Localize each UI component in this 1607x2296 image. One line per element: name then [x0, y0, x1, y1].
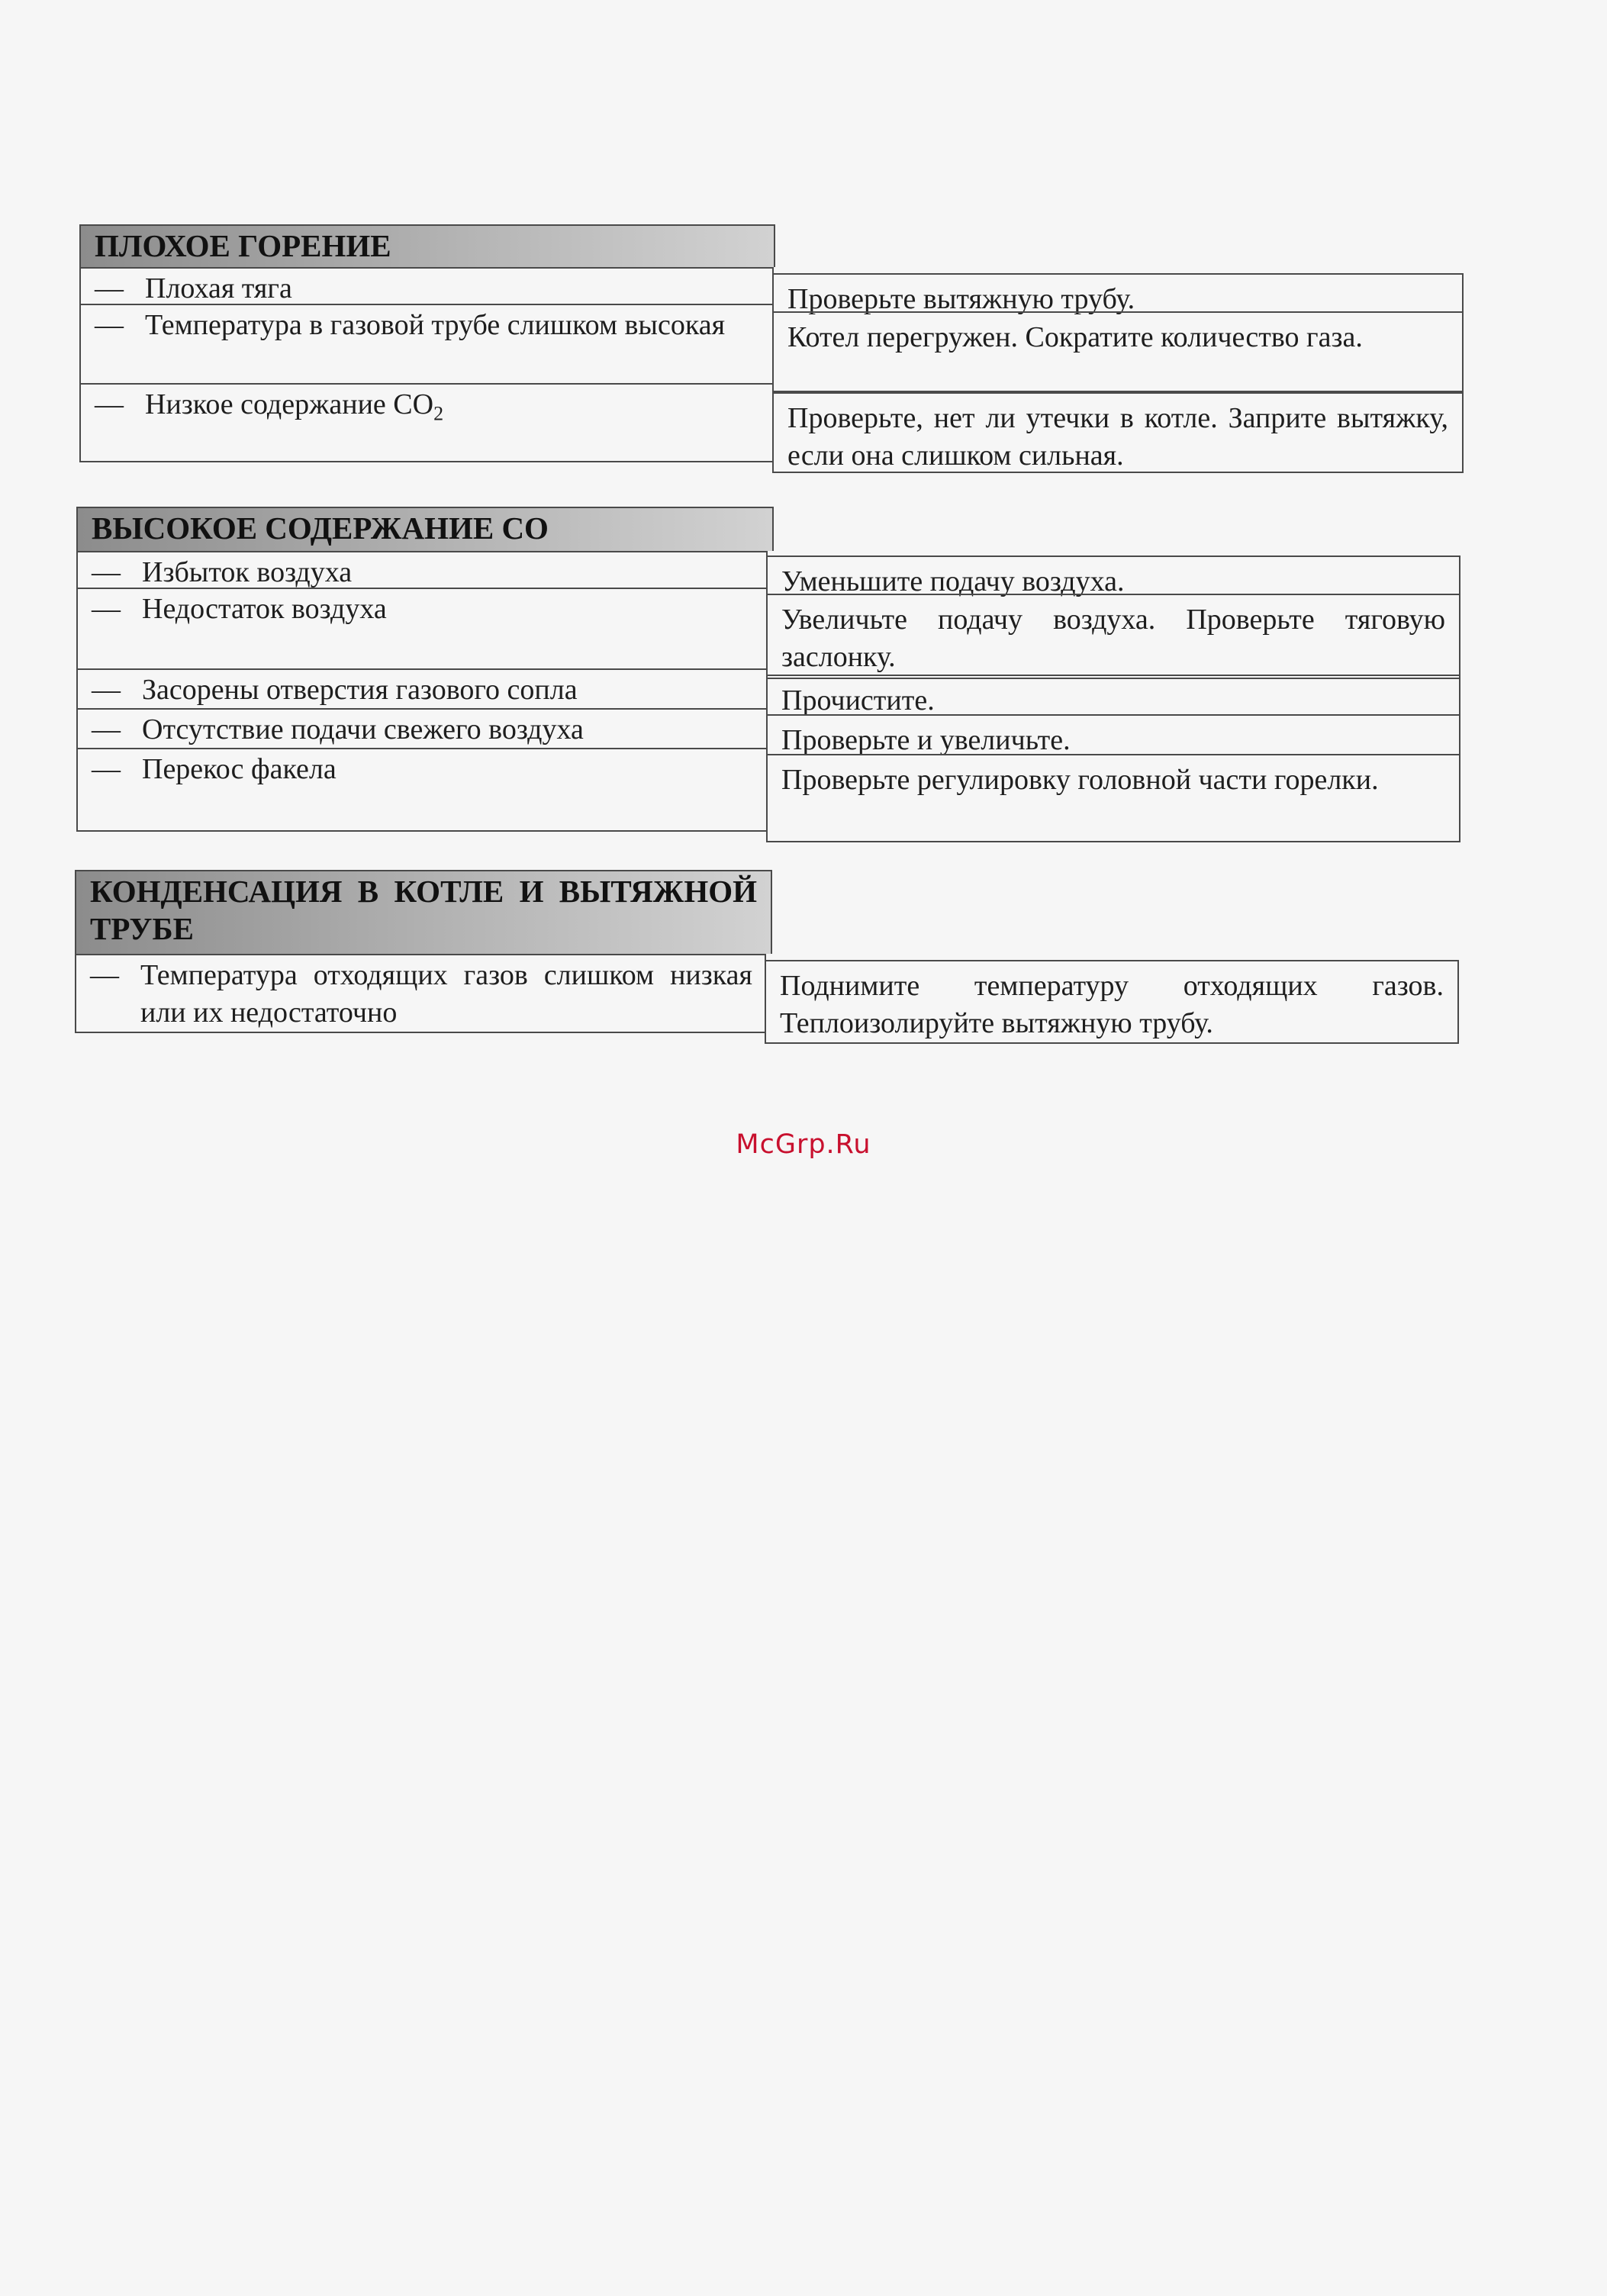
remedy-cell: Котел перегружен. Сократите количество газа.: [772, 311, 1464, 392]
cause-text: Отсутствие подачи свежего воздуха: [142, 713, 584, 745]
section-title: КОНДЕНСАЦИЯ В КОТЛЕ И ВЫТЯЖНОЙ ТРУБЕ: [75, 870, 772, 954]
cause-cell: [79, 383, 774, 462]
table-row: [76, 668, 1460, 716]
cause-cell: [76, 551, 768, 589]
table-row: [79, 267, 1464, 315]
cause-text: Температура отходящих газов слишком низкая или их недостаточно: [140, 959, 752, 1029]
cause-cell: [76, 708, 768, 749]
bullet-dash: —: [92, 753, 121, 785]
watermark: McGrp.Ru: [736, 1129, 871, 1160]
bullet-dash: —: [95, 272, 124, 304]
bullet-dash: —: [95, 388, 124, 420]
bullet-dash: —: [90, 959, 119, 991]
section-title: ПЛОХОЕ ГОРЕНИЕ: [79, 224, 775, 267]
section-poor-combustion: [79, 224, 1464, 476]
bullet-dash: —: [92, 713, 121, 745]
cause-cell: [75, 954, 766, 1033]
bullet-dash: —: [92, 593, 121, 625]
table-row: [75, 954, 1459, 1044]
table-row: [76, 748, 1460, 835]
cause-text: Недостаток воздуха: [142, 593, 387, 625]
remedy-cell: Проверьте, нет ли утечки в котле. Заприте вытяжку, если она слишком сильная.: [772, 392, 1464, 473]
remedy-cell: Проверьте регулировку головной части горелки.: [766, 754, 1460, 842]
section-condensation: [75, 870, 1459, 1053]
bullet-dash: —: [92, 674, 121, 706]
bullet-dash: —: [95, 309, 124, 341]
cause-cell: [79, 267, 774, 305]
remedy-cell: Поднимите температуру отходящих газов. Теплоизолируйте вытяжную трубу.: [765, 960, 1459, 1044]
cause-text: [145, 386, 760, 433]
cause-cell: [79, 304, 774, 385]
cause-text: Плохая тяга: [145, 272, 292, 304]
table-row: [79, 383, 1464, 472]
cause-text: Избыток воздуха: [142, 556, 353, 588]
section-high-co: [76, 507, 1460, 850]
table-row: [76, 551, 1460, 597]
cause-text: Засорены отверстия газового сопла: [142, 674, 578, 706]
bullet-dash: —: [92, 556, 121, 588]
remedy-cell: Уменьшите подачу воздуха.: [766, 555, 1460, 595]
remedy-cell: Проверьте вытяжную трубу.: [772, 273, 1464, 313]
cause-cell: [76, 588, 768, 670]
remedy-cell: Проверьте и увеличьте.: [766, 714, 1460, 755]
table-row: [79, 304, 1464, 385]
section-title: ВЫСОКОЕ СОДЕРЖАНИЕ СО: [76, 507, 774, 551]
cause-text-main: Низкое содержание CO: [145, 388, 434, 420]
table-row: [76, 588, 1460, 673]
cause-cell: [76, 668, 768, 710]
remedy-cell: Увеличьте подачу воздуха. Проверьте тяговую заслонку.: [766, 594, 1460, 679]
cause-text: Перекос факела: [142, 753, 337, 785]
cause-text: Температура в газовой трубе слишком высокая: [145, 309, 726, 341]
table-row: [76, 708, 1460, 756]
subscript-2: 2: [433, 402, 444, 425]
cause-cell: [76, 748, 768, 832]
remedy-cell: Прочистите.: [766, 675, 1460, 716]
